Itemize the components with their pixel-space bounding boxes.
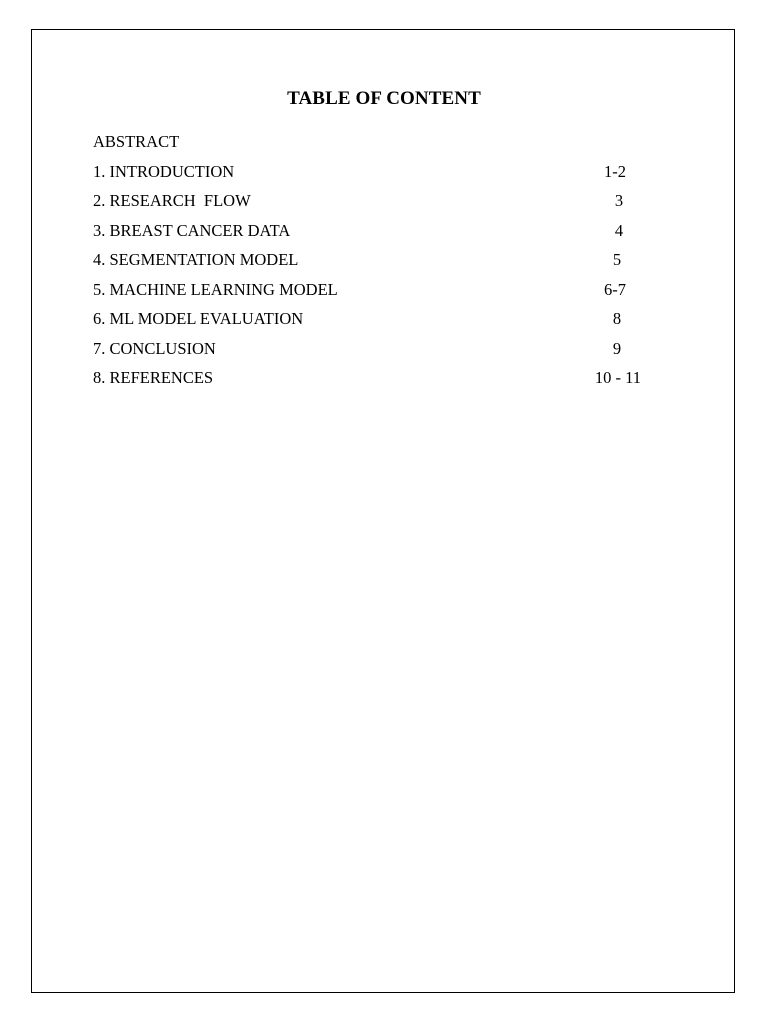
toc-entry-page: 9 bbox=[612, 338, 622, 358]
toc-entry-label: 2. RESEARCH FLOW bbox=[93, 191, 251, 210]
toc-entry-page: 8 bbox=[612, 309, 622, 328]
toc-entry-label: 1. INTRODUCTION bbox=[93, 161, 235, 181]
toc-entry-label: 8. REFERENCES bbox=[93, 368, 214, 387]
toc-entry-page: 1-2 bbox=[604, 161, 626, 181]
toc-entry-abstract bbox=[93, 132, 673, 162]
toc-entry-page: 4 bbox=[614, 220, 624, 240]
toc-entry-label: ABSTRACT bbox=[93, 132, 180, 151]
toc-entry-label: 7. CONCLUSION bbox=[93, 338, 216, 358]
toc-entry-ml-model-evaluation bbox=[93, 309, 673, 339]
toc-list bbox=[93, 132, 673, 398]
toc-entry-label: 4. SEGMENTATION MODEL bbox=[93, 250, 299, 269]
toc-entry-label: 6. ML MODEL EVALUATION bbox=[93, 309, 304, 328]
toc-entry-page: 3 bbox=[614, 191, 624, 210]
toc-entry-page: 6-7 bbox=[604, 279, 626, 299]
toc-entry-page: 10 - 11 bbox=[594, 368, 642, 387]
page-title: TABLE OF CONTENT bbox=[287, 88, 481, 109]
toc-entry-label: 3. BREAST CANCER DATA bbox=[93, 220, 291, 240]
toc-entry-introduction bbox=[93, 162, 673, 192]
toc-entry-references bbox=[93, 368, 673, 398]
toc-entry-label: 5. MACHINE LEARNING MODEL bbox=[93, 279, 338, 299]
toc-entry-research-flow bbox=[93, 191, 673, 221]
toc-entry-segmentation-model bbox=[93, 250, 673, 280]
toc-entry-conclusion bbox=[93, 339, 673, 369]
toc-entry-page: 5 bbox=[612, 250, 622, 269]
toc-entry-machine-learning-model bbox=[93, 280, 673, 310]
toc-entry-breast-cancer-data bbox=[93, 221, 673, 251]
